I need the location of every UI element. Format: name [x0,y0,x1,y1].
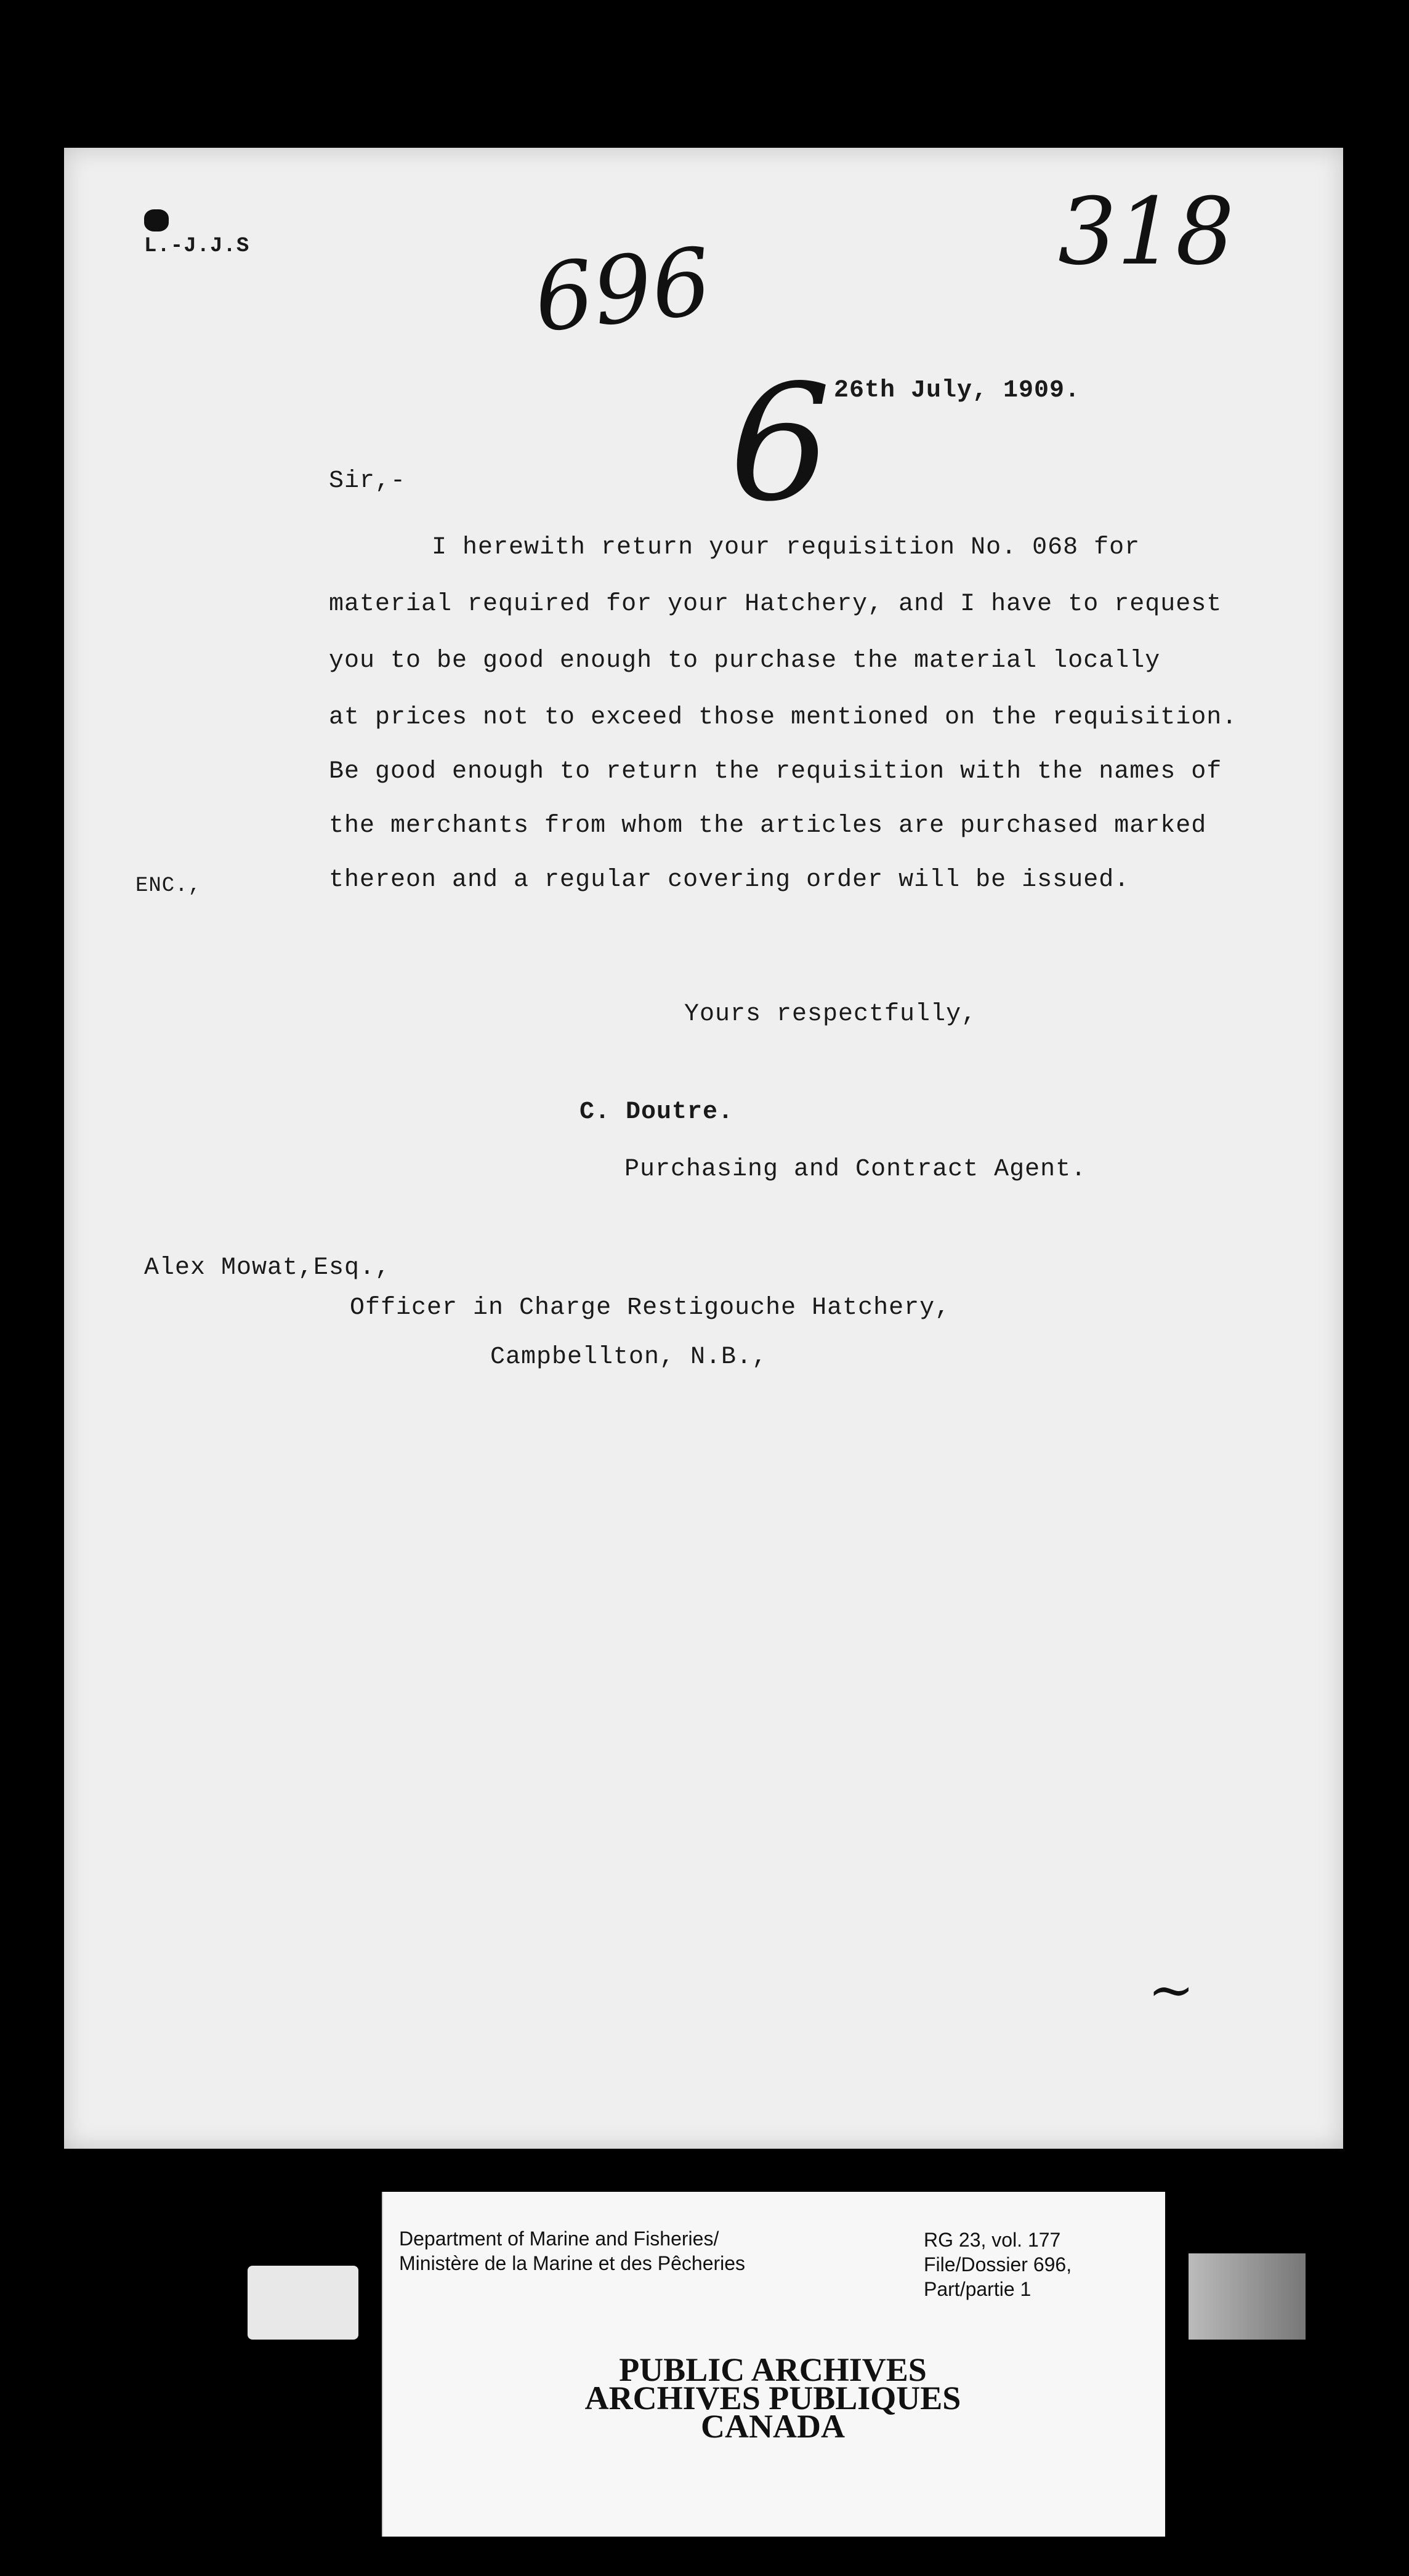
ink-smudge [144,209,169,231]
addressee-title: Officer in Charge Restigouche Hatchery, [350,1294,951,1322]
label-tab-left [248,2266,358,2340]
handwritten-mark: 6 [729,351,831,537]
record-group: RG 23, vol. 177 [924,2229,1061,2251]
letter-page [64,148,1343,2149]
body-line: Be good enough to return the requisition with the names of [329,758,1222,786]
signatory-title: Purchasing and Contract Agent. [624,1156,1087,1183]
body-line: you to be good enough to purchase the material locally [329,647,1161,675]
handwritten-file-number: 696 [529,228,716,353]
archives-line-1: PUBLIC ARCHIVES [619,2351,927,2388]
file-number: File/Dossier 696, [924,2253,1072,2276]
closing: Yours respectfully, [684,1000,977,1028]
body-line: I herewith return your requisition No. 068 for [432,534,1141,561]
body-line: thereon and a regular covering order will be issued. [329,866,1130,894]
department-english: Department of Marine and Fisheries/ [399,2228,719,2250]
enclosure-note: ENC., [135,874,202,898]
handwritten-folio-number: 318 [1058,179,1235,286]
addressee-name: Alex Mowat,Esq., [144,1254,391,1282]
label-tab-right [1189,2253,1306,2340]
part-number: Part/partie 1 [924,2278,1032,2300]
department-french: Ministère de la Marine et des Pêcheries [399,2252,746,2274]
archives-line-2: ARCHIVES PUBLIQUES [584,2380,961,2417]
signature-name: C. Doutre. [579,1098,734,1126]
archives-line-3: CANADA [701,2408,845,2445]
addressee-location: Campbellton, N.B., [490,1343,768,1371]
body-line: material required for your Hatchery, and I have to request [329,590,1222,618]
salutation: Sir,- [329,467,406,495]
pen-stroke: ~ [1148,1958,1195,2023]
body-line: at prices not to exceed those mentioned on the requisition. [329,704,1238,731]
letter-date: 26th July, 1909. [834,377,1081,405]
body-line: the merchants from whom the articles are purchased marked [329,812,1207,840]
reference-initials: L.-J.J.S [144,235,250,258]
